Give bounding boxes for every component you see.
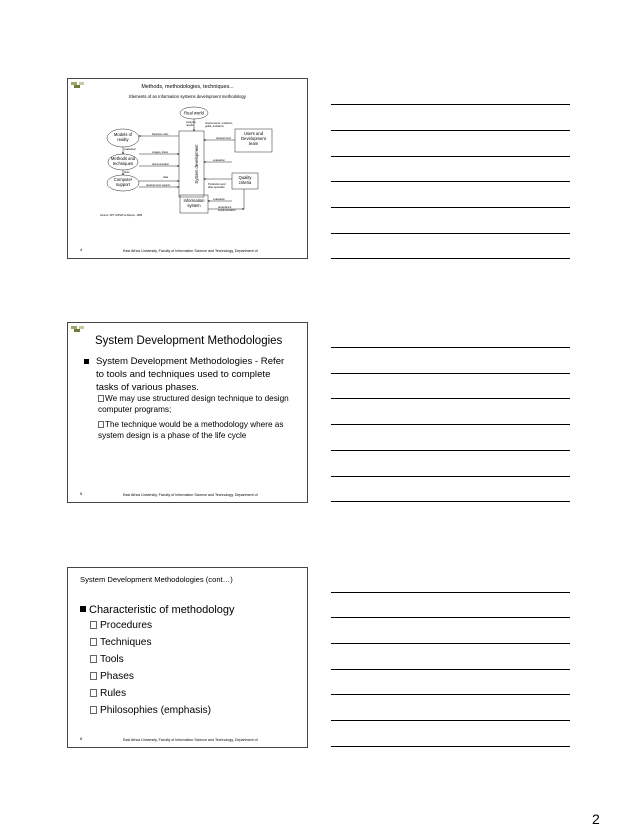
svg-text:evaluation: evaluation	[124, 148, 136, 151]
slide-subbullet: Tools	[90, 654, 124, 665]
slide-number: 4	[80, 247, 83, 252]
slide-title: System Development Methodologies	[95, 335, 283, 347]
svg-text:acceptance: acceptance	[218, 206, 232, 209]
slide-5-thumbnail	[67, 322, 308, 503]
checkbox-bullet-icon	[90, 689, 97, 697]
svg-text:system: system	[187, 203, 201, 208]
slide-subbullet: The technique would be a methodology where as system design is a phase of the life cycle	[98, 420, 284, 440]
methodology-diagram	[68, 79, 308, 259]
svg-text:support: support	[116, 182, 130, 187]
slide-subbullet: Rules	[90, 688, 126, 699]
slide-title: Methods, methodologies, techniques...	[141, 84, 234, 90]
page-number: 2	[592, 811, 600, 827]
svg-text:data: data	[163, 176, 169, 179]
svg-text:Analysis: Analysis	[186, 121, 196, 124]
slide-footer: East Africa University, Faculty of Information Science and Technology, Department of	[123, 738, 258, 742]
slide-bullet: Characteristic of methodology	[80, 604, 235, 616]
svg-text:development: development	[216, 137, 231, 140]
svg-text:goals, ambitions: goals, ambitions	[205, 125, 224, 128]
svg-text:development support: development support	[146, 184, 171, 187]
svg-text:Users and: Users and	[243, 131, 264, 136]
checkbox-bullet-icon	[98, 395, 104, 402]
svg-text:Production and: Production and	[208, 183, 226, 186]
svg-text:results: results	[186, 124, 194, 127]
real-world-label: Real world	[184, 110, 204, 116]
svg-text:images, plans: images, plans	[152, 151, 169, 154]
checkbox-bullet-icon	[90, 655, 97, 663]
slide-subbullet: Procedures	[90, 620, 152, 631]
svg-text:techniques: techniques	[112, 161, 134, 166]
slide-footer: East Africa University, Faculty of Information Science and Technology, Department of	[123, 493, 258, 497]
svg-text:requirements, problems,: requirements, problems,	[205, 122, 233, 125]
svg-text:reality: reality	[117, 137, 129, 142]
svg-text:Computer: Computer	[113, 177, 133, 182]
svg-text:Source: WIT & BSW & Alkosm, 19: Source: WIT & BSW & Alkosm, 1995	[100, 214, 143, 217]
svg-text:Quality: Quality	[238, 175, 252, 180]
slide-title: System Development Methodologies (cont…)	[80, 575, 233, 584]
slide-footer: East Africa University, Faculty of Information Science and Technology, Department of	[123, 249, 258, 253]
svg-text:documentation: documentation	[152, 163, 170, 166]
checkbox-bullet-icon	[90, 638, 97, 646]
slide-subbullet: Philosophies (emphasis)	[90, 705, 211, 716]
slide-subbullet: Phases	[90, 671, 134, 682]
svg-text:evaluation: evaluation	[213, 159, 225, 162]
svg-text:Decision rules: Decision rules	[152, 133, 169, 136]
slide-subtitle: Elements of an Information systems development methodology	[129, 94, 246, 99]
checkbox-bullet-icon	[90, 621, 97, 629]
svg-text:Information: Information	[183, 198, 205, 203]
checkbox-bullet-icon	[98, 421, 104, 428]
slide-number: 5	[80, 491, 83, 496]
svg-text:Models of: Models of	[113, 132, 133, 137]
svg-text:criteria: criteria	[238, 180, 252, 185]
checkbox-bullet-icon	[90, 672, 97, 680]
slide-4-thumbnail	[67, 78, 308, 259]
slide-6-thumbnail	[67, 567, 308, 748]
svg-text:implementation: implementation	[218, 209, 236, 212]
slide-number: 6	[80, 736, 83, 741]
svg-text:Methods and: Methods and	[110, 156, 136, 161]
svg-text:Development: Development	[241, 136, 266, 141]
svg-text:evaluation: evaluation	[213, 198, 225, 201]
bullet-square-icon	[80, 606, 86, 612]
slide-bullet: System Development Methodologies - Refer to tools and techniques used to complete tasks of various phases.	[84, 356, 294, 394]
slide-subbullet: We may use structured design technique to design computer programs;	[98, 394, 289, 414]
slide-subbullet: Techniques	[90, 637, 152, 648]
slide-decoration	[71, 326, 85, 334]
checkbox-bullet-icon	[90, 706, 97, 714]
svg-text:tools: tools	[124, 171, 130, 174]
bullet-square-icon	[84, 359, 89, 364]
system-development-label: System development	[194, 144, 199, 184]
svg-text:team: team	[248, 141, 259, 146]
system-development-box	[179, 131, 204, 197]
svg-text:after-operation: after-operation	[208, 186, 225, 189]
